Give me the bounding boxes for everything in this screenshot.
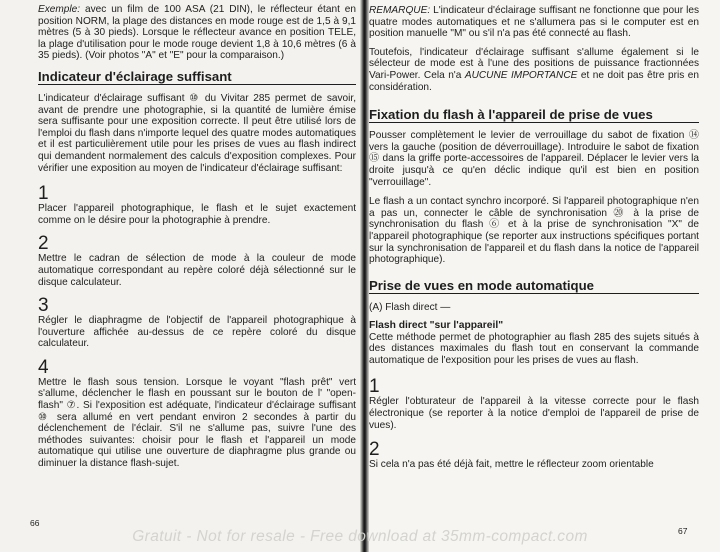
step-number: 4	[38, 356, 49, 378]
heading-fixation: Fixation du flash à l'appareil de prise de vues	[369, 107, 653, 123]
indicator-paragraph: L'indicateur d'éclairage suffisant ⑩ du Vivitar 285 permet de savoir, avant de prendre une photographie, si la quantité de lumière émise sera suffisante pour une exposition correcte. Il peut être utilisé lors de l'emploi du flash dans n'importe lequel des quatre modes automatiques et il est particulièrement utile pour les prises de vues au flash indirect qui demandent normalement des calculs d'exposition complexes. Pour vérifier une exposition au moyen de l'indicateur d'éclairage suffisant:	[38, 92, 356, 174]
step-number: 2	[369, 439, 380, 461]
example-label: Exemple:	[38, 4, 81, 15]
page-number-right: 67	[678, 526, 688, 536]
section-a-label: (A) Flash direct —	[369, 301, 451, 313]
step-text: Placer l'appareil photographique, le flash et le sujet exactement comme on le désire pour la photographie à prendre.	[38, 203, 356, 226]
book-spine	[360, 0, 369, 552]
step-number: 1	[38, 183, 49, 205]
step-text: Si cela n'a pas été déjà fait, mettre le réflecteur zoom orientable	[369, 459, 654, 471]
example-paragraph	[38, 4, 356, 62]
remark-label: REMARQUE:	[369, 5, 431, 16]
step-text: Mettre le cadran de sélection de mode à la couleur de mode automatique correspondant au repère coloré déjà sélectionné sur le disque calculateur.	[38, 253, 356, 288]
heading-indicator: Indicateur d'éclairage suffisant	[38, 68, 232, 84]
step-number: 3	[38, 295, 49, 317]
emphasis-text: AUCUNE IMPORTANCE	[464, 69, 578, 81]
heading-automatic-mode: Prise de vues en mode automatique	[369, 277, 594, 293]
remark-vari-power: Toutefois, l'indicateur d'éclairage suffisant s'allume également si le sélecteur de mode est à l'une des positions de puissance fractionnées Vari-Power. Cela n'a AUCUNE IMPORTANCE et ne doit pas être pris en considération.	[369, 46, 699, 93]
direct-flash-paragraph: Cette méthode permet de photographier au flash 285 des sujets situés à des distances maximales du flash tout en conservant la commande automatique de l'exposition pour les prises de vues au flash.	[369, 331, 699, 366]
page-number-left: 66	[30, 518, 40, 528]
right-page	[365, 0, 720, 552]
left-column	[38, 4, 356, 470]
step-text: Régler l'obturateur de l'appareil à la vitesse correcte pour le flash électronique (se reporter à la notice d'emploi de l'appareil de prise de vues).	[369, 396, 699, 431]
step-text: Régler le diaphragme de l'objectif de l'appareil photographique à l'ouverture affichée au-dessus de ce repère coloré du disque calculateur.	[38, 315, 356, 350]
sync-paragraph: Le flash a un contact synchro incorporé. Si l'appareil photographique n'en a pas un, connecter le câble de synchronisation ⑳ à la prise de synchronisation du flash ⑥ et à la prise de synchronisation "X" de l'appareil photographique (se reporter aux instructions spécifiques portant sur la synchronisation de l'appareil et du flash dans la notice de l'appareil photographique).	[369, 196, 699, 266]
fixation-paragraph: Pousser complètement le levier de verrouillage du sabot de fixation ⑭ vers la gauche (position de déverrouillage). Introduire le sabot de fixation ⑮ dans la griffe porte-accessoires de l'appareil. Déplacer le levier vers la droite jusqu'à ce qu'en déclic indique qu'il est bien en position "verrouillage".	[369, 130, 699, 188]
step-number: 1	[369, 376, 380, 398]
step-number: 2	[38, 233, 49, 255]
remark-paragraph	[369, 5, 699, 40]
right-column	[369, 5, 699, 471]
example-text: avec un film de 100 ASA (21 DIN), le réflecteur étant en position NORM, la plage des distances en mode rouge est de 1,5 à 9,1 mètres (5 à 30 pieds). Lorsque le réflecteur avance en position TELE, la plage d'utilisation pour le mode rouge devient 1,8 à 10,6 mètres (6 à 35 pieds). (Voir photos "A" et "E" pour la comparaison.)	[38, 4, 356, 62]
direct-flash-subheading: Flash direct "sur l'appareil"	[369, 319, 504, 331]
remark-text: L'indicateur d'éclairage suffisant ne fonctionne que pour les quatre modes automatiques et ne s'allumera pas si le computer est en position manuelle "M" ou s'il n'a pas été connecté au flash.	[369, 5, 699, 40]
step-text: Mettre le flash sous tension. Lorsque le voyant "flash prêt" vert s'allume, déclencher le flash en poussant sur le bouton de l' "open-flash" ⑦. Si l'exposition est adéquate, l'indicateur d'éclairage suffisant ⑩ sera allumé en vert pendant environ 2 secondes à partir du déclenchement de l'éclair. S'il ne s'allume pas, suivre l'une des méthodes suivantes: choisir pour le flash et l'appareil un mode automatique qui utilise une ouverture de diaphragme plus grande ou diminuer la distance flash-sujet.	[38, 376, 356, 470]
watermark: Gratuit - Not for resale - Free download at 35mm-compact.com	[132, 528, 588, 545]
